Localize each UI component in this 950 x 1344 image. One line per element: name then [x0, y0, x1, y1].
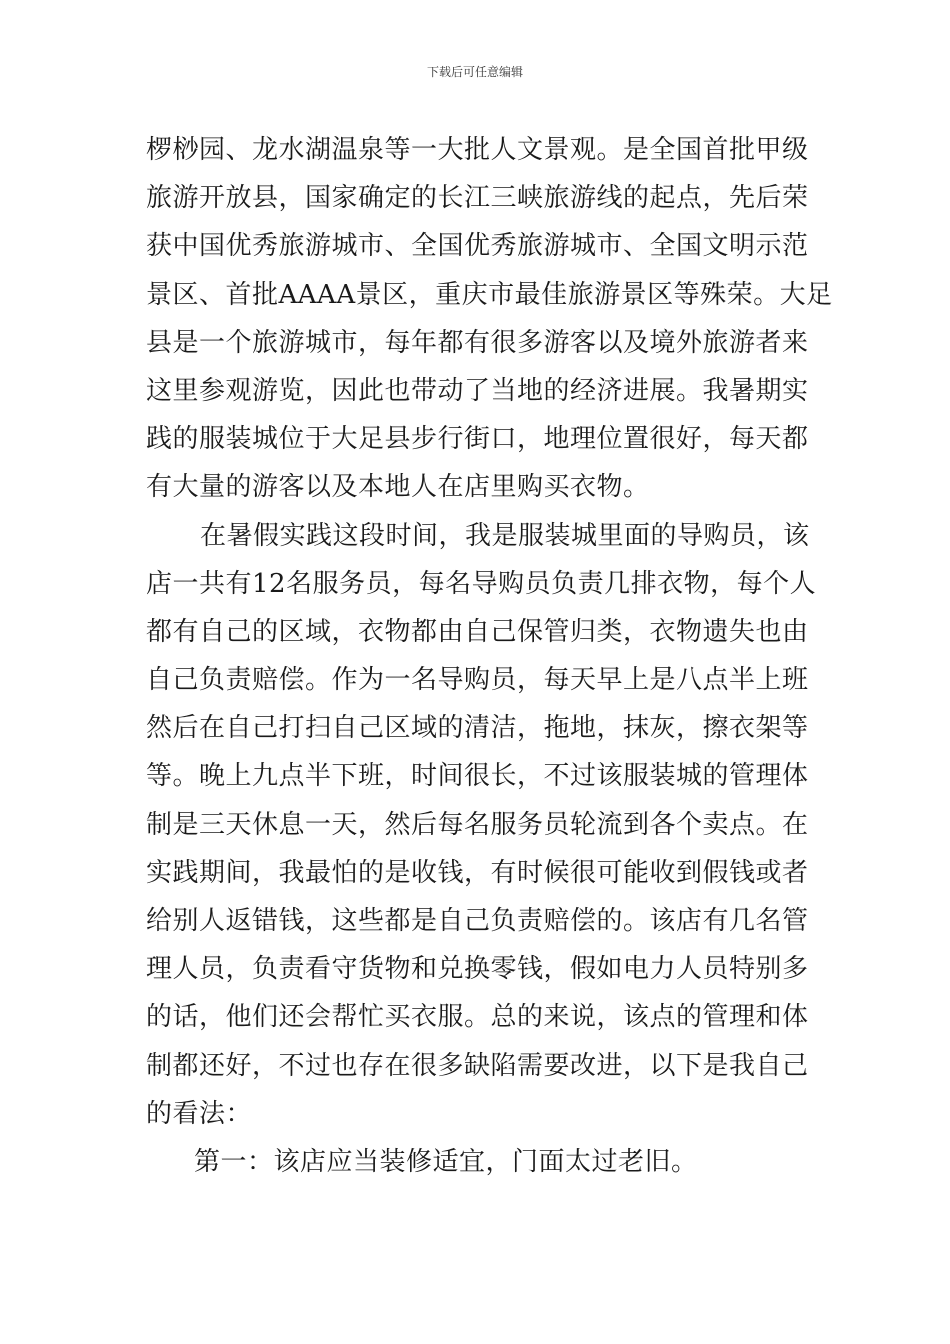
paragraph-line: 制是三天休息一天，然后每名服务员轮流到各个卖点。在 [146, 809, 809, 840]
paragraph-line: 自己负责赔偿。作为一名导购员，每天早上是八点半上班 [146, 665, 809, 696]
paragraph-line: 实践期间，我最怕的是收钱，有时候很可能收到假钱或者 [146, 857, 809, 888]
paragraph-line: 店一共有12名服务员，每名导购员负责几排衣物，每个人 [146, 568, 817, 599]
paragraph-line: 有大量的游客以及本地人在店里购买衣物。 [146, 472, 650, 503]
paragraph-line: 理人员，负责看守货物和兑换零钱，假如电力人员特别多 [146, 954, 809, 985]
paragraph-line: 获中国优秀旅游城市、全国优秀旅游城市、全国文明示范 [146, 231, 809, 262]
paragraph-line: 景区、首批AAAA景区，重庆市最佳旅游景区等殊荣。大足 [146, 279, 833, 310]
document-body [146, 126, 833, 1186]
paragraph-line: 践的服装城位于大足县步行街口，地理位置很好，每天都 [146, 424, 809, 455]
paragraph-line: 的看法： [146, 1098, 253, 1129]
paragraph-line: 然后在自己打扫自己区域的清洁，拖地，抹灰，擦衣架等 [146, 713, 809, 744]
paragraph-line: 给别人返错钱，这些都是自己负责赔偿的。该店有几名管 [146, 906, 809, 936]
paragraph-line: 都有自己的区域，衣物都由自己保管归类，衣物遗失也由 [146, 616, 809, 647]
paragraph-line: 旅游开放县，国家确定的长江三峡旅游线的起点，先后荣 [146, 183, 809, 214]
paragraph-line: 县是一个旅游城市，每年都有很多游客以及境外旅游者来 [146, 327, 809, 358]
paragraph-line: 的话，他们还会帮忙买衣服。总的来说，该点的管理和体 [146, 1002, 809, 1033]
paragraph-line: 在暑假实践这段时间，我是服装城里面的导购员，该 [200, 520, 810, 551]
paragraph-line: 第一：该店应当装修适宜，门面太过老旧。 [194, 1146, 698, 1177]
paragraph-line: 等。晚上九点半下班，时间很长，不过该服装城的管理体 [146, 761, 809, 792]
paragraph-line: 制都还好，不过也存在很多缺陷需要改进，以下是我自己 [146, 1050, 809, 1081]
page-header-note: 下载后可任意编辑 [426, 65, 523, 79]
paragraph-line: 椤桫园、龙水湖温泉等一大批人文景观。是全国首批甲级 [146, 135, 809, 165]
paragraph-line: 这里参观游览，因此也带动了当地的经济进展。我暑期实 [146, 375, 809, 406]
